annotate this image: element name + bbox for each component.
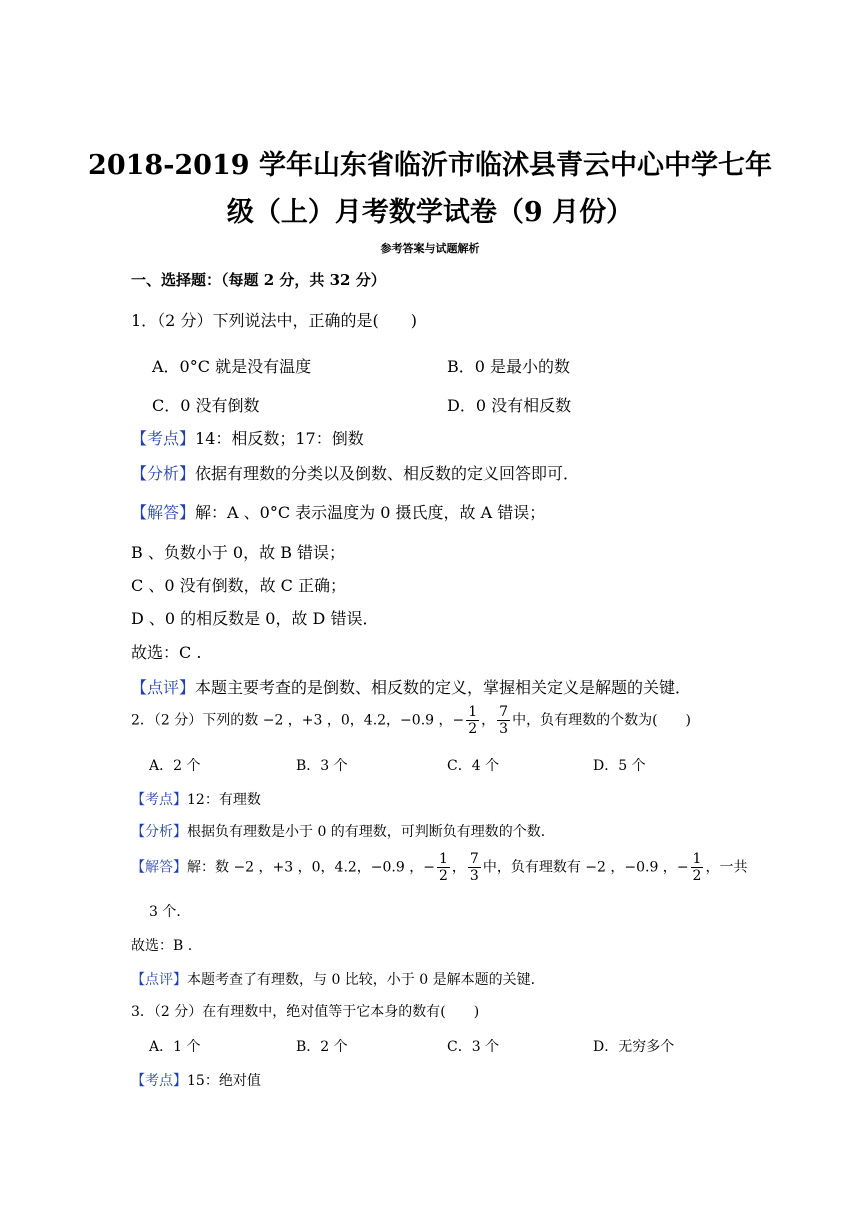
q2-stem-post: 中，负有理数的个数为( )	[512, 712, 692, 729]
q2-fraction-half: $\frac{1}{2}$	[468, 704, 478, 738]
document-title-line-1: 2018-2019 学年山东省临沂市临沭县青云中心中学七年	[88, 150, 772, 181]
q3-option-a: A．1 个	[149, 1039, 201, 1055]
q1-option-d: D．0 没有相反数	[447, 396, 572, 415]
document-subtitle: 参考答案与试题解析	[380, 242, 480, 255]
fenxi-tag: 【分析】	[131, 464, 196, 483]
q2-jieda-pre: 解：数 −2 ，+3 ，0，4.2，−0.9 ，	[187, 859, 424, 876]
q3-kaodian	[131, 1070, 261, 1090]
q1-line-c: C 、0 没有倒数，故 C 正确；	[131, 576, 347, 595]
q1-kaodian-text: 14：相反数；17：倒数	[195, 429, 364, 448]
q2-fraction-seven-thirds: $\frac{7}{3}$	[499, 704, 509, 738]
kaodian-tag: 【考点】	[131, 429, 196, 448]
q2-option-c: C．4 个	[447, 758, 500, 774]
q2-jieda-mid: 中，负有理数有 −2 ，−0.9 ，	[482, 859, 677, 876]
q3-option-d: D．无穷多个	[593, 1039, 675, 1055]
q2-option-a: A．2 个	[149, 758, 201, 774]
jieda-tag: 【解答】	[131, 859, 187, 876]
q1-option-c: C．0 没有倒数	[152, 396, 260, 415]
dianping-tag: 【点评】	[131, 972, 187, 988]
q1-kaodian	[131, 426, 364, 449]
q1-answer: 故选：C .	[131, 643, 202, 662]
fenxi-tag: 【分析】	[131, 824, 187, 840]
q3-option-c: C．3 个	[447, 1039, 500, 1055]
kaodian-tag: 【考点】	[131, 1073, 187, 1089]
q2-jieda-fraction-half: $\frac{1}{2}$	[438, 851, 448, 885]
q2-option-d: D．5 个	[593, 758, 646, 774]
q1-dianping	[131, 675, 691, 698]
kaodian-tag: 【考点】	[131, 792, 187, 808]
q1-jieda-text: 解：A 、0°C 表示温度为 0 摄氏度，故 A 错误；	[195, 503, 546, 522]
q1-fenxi-text: 依据有理数的分类以及倒数、相反数的定义回答即可．	[195, 464, 580, 483]
q2-kaodian-text: 12：有理数	[187, 792, 261, 808]
q1-line-d: D 、0 的相反数是 0，故 D 错误．	[131, 609, 379, 628]
q1-option-a: A．0°C 就是没有温度	[152, 357, 312, 376]
q2-fenxi-text: 根据负有理数是小于 0 的有理数，可判断负有理数的个数．	[187, 824, 555, 840]
q2-jieda-post: ，一共	[705, 859, 748, 876]
q2-kaodian	[131, 789, 261, 809]
q2-option-b: B．3 个	[296, 758, 348, 774]
q1-fenxi	[131, 461, 579, 484]
dianping-tag: 【点评】	[131, 678, 196, 697]
q1-jieda	[131, 500, 545, 523]
q2-dianping	[131, 969, 545, 989]
q3-option-b: B．2 个	[296, 1039, 348, 1055]
q2-stem-pre: 2．（2 分）下列的数 −2 ，+3 ，0，4.2，−0.9 ，	[131, 712, 453, 729]
q2-answer: 故选：B .	[131, 938, 193, 954]
jieda-tag: 【解答】	[131, 503, 196, 522]
q3-kaodian-text: 15：绝对值	[187, 1073, 261, 1089]
q1-stem: 1．（2 分）下列说法中，正确的是( )	[131, 311, 417, 330]
q1-dianping-text: 本题主要考查的是倒数、相反数的定义，掌握相关定义是解题的关键．	[195, 678, 692, 697]
section-heading: 一、选择题：（每题 2 分，共 32 分）	[131, 271, 386, 289]
q2-jieda-continuation: 3 个．	[149, 904, 191, 920]
q2-jieda: 【解答】解：数 −2 ，+3 ，0，4.2，−0.9 ，− $\frac{1}{2}$ ， $\frac{7}{3}$ 中，负有理数有 −2 ，−0.9 ，− $\frac{1}{2}$ ，一共	[131, 851, 748, 885]
q3-stem: 3．（2 分）在有理数中，绝对值等于它本身的数有( )	[131, 1004, 480, 1020]
q2-jieda-fraction-half-2: $\frac{1}{2}$	[692, 851, 702, 885]
q2-jieda-fraction-seven-thirds: $\frac{7}{3}$	[469, 851, 479, 885]
q2-stem: 2．（2 分）下列的数 −2 ，+3 ，0，4.2，−0.9 ，− $\frac{1}{2}$ ， $\frac{7}{3}$ 中，负有理数的个数为( )	[131, 704, 692, 738]
q2-dianping-text: 本题考查了有理数，与 0 比较，小于 0 是解本题的关键．	[187, 972, 545, 988]
q1-line-b: B 、负数小于 0，故 B 错误；	[131, 543, 346, 562]
q2-fenxi	[131, 821, 555, 841]
document-title-line-2: 级（上）月考数学试卷（9 月份）	[226, 197, 634, 228]
q1-option-b: B．0 是最小的数	[447, 357, 571, 376]
